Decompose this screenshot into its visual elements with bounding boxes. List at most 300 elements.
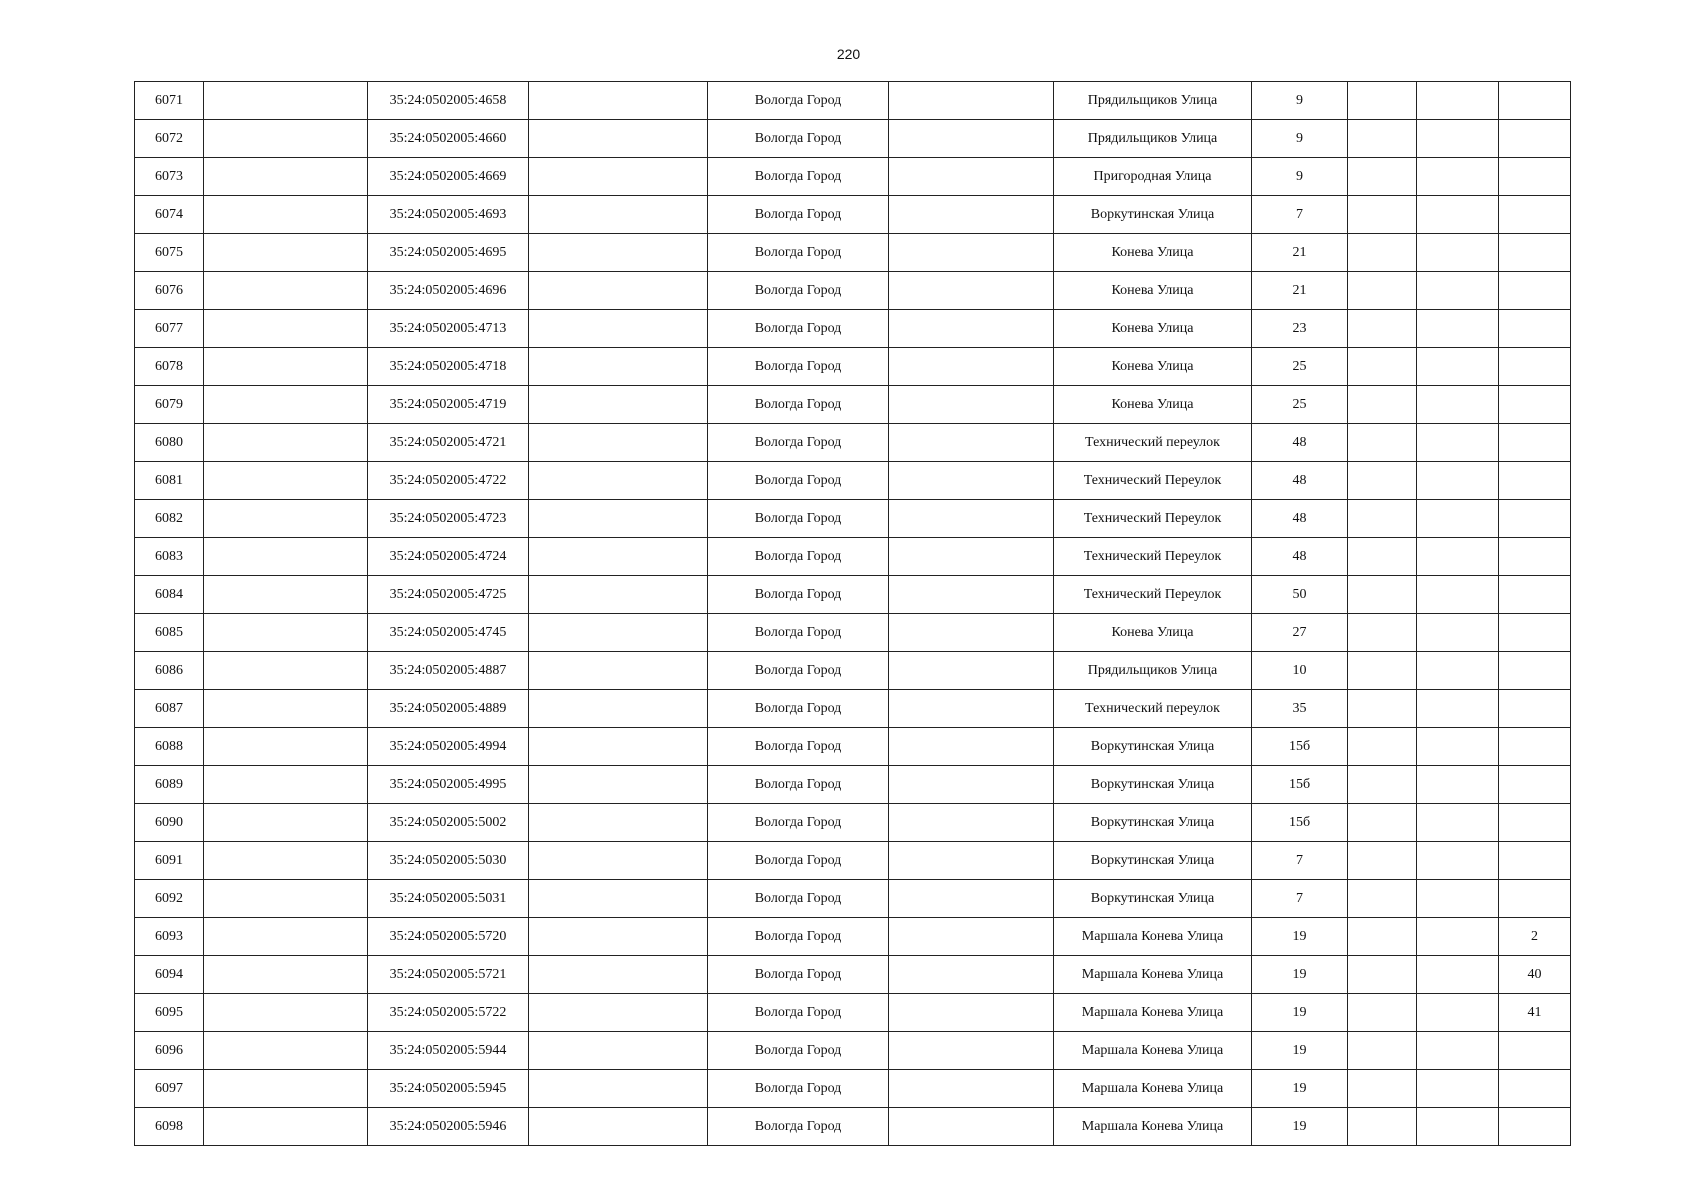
empty-cell bbox=[204, 386, 368, 424]
row-number-cell: 6094 bbox=[135, 956, 204, 994]
apartment-number-cell bbox=[1499, 538, 1571, 576]
apartment-number-cell bbox=[1499, 120, 1571, 158]
empty-cell bbox=[1348, 652, 1417, 690]
street-cell: Маршала Конева Улица bbox=[1054, 956, 1252, 994]
city-cell: Вологда Город bbox=[708, 424, 889, 462]
empty-cell bbox=[204, 728, 368, 766]
house-number-cell: 21 bbox=[1252, 234, 1348, 272]
apartment-number-cell bbox=[1499, 500, 1571, 538]
street-cell: Маршала Конева Улица bbox=[1054, 918, 1252, 956]
table-row bbox=[135, 614, 1571, 652]
apartment-number-cell bbox=[1499, 576, 1571, 614]
city-cell: Вологда Город bbox=[708, 234, 889, 272]
cadastral-number-cell: 35:24:0502005:4658 bbox=[368, 82, 529, 120]
empty-cell bbox=[204, 690, 368, 728]
row-number-cell: 6088 bbox=[135, 728, 204, 766]
empty-cell bbox=[529, 310, 708, 348]
empty-cell bbox=[889, 1108, 1054, 1146]
city-cell: Вологда Город bbox=[708, 766, 889, 804]
empty-cell bbox=[1348, 804, 1417, 842]
row-number-cell: 6078 bbox=[135, 348, 204, 386]
empty-cell bbox=[204, 538, 368, 576]
street-cell: Конева Улица bbox=[1054, 234, 1252, 272]
empty-cell bbox=[1348, 576, 1417, 614]
cadastral-number-cell: 35:24:0502005:4724 bbox=[368, 538, 529, 576]
empty-cell bbox=[889, 310, 1054, 348]
house-number-cell: 23 bbox=[1252, 310, 1348, 348]
table-row bbox=[135, 272, 1571, 310]
house-number-cell: 19 bbox=[1252, 1108, 1348, 1146]
empty-cell bbox=[1348, 82, 1417, 120]
empty-cell bbox=[1348, 158, 1417, 196]
empty-cell bbox=[204, 804, 368, 842]
street-cell: Воркутинская Улица bbox=[1054, 196, 1252, 234]
register-body bbox=[135, 82, 1571, 1146]
street-cell: Прядильщиков Улица bbox=[1054, 120, 1252, 158]
table-row bbox=[135, 196, 1571, 234]
table-row bbox=[135, 386, 1571, 424]
empty-cell bbox=[529, 690, 708, 728]
empty-cell bbox=[529, 1070, 708, 1108]
apartment-number-cell bbox=[1499, 766, 1571, 804]
empty-cell bbox=[889, 614, 1054, 652]
house-number-cell: 48 bbox=[1252, 462, 1348, 500]
empty-cell bbox=[1348, 614, 1417, 652]
city-cell: Вологда Город bbox=[708, 348, 889, 386]
street-cell: Технический переулок bbox=[1054, 424, 1252, 462]
city-cell: Вологда Город bbox=[708, 310, 889, 348]
city-cell: Вологда Город bbox=[708, 538, 889, 576]
street-cell: Конева Улица bbox=[1054, 348, 1252, 386]
empty-cell bbox=[1348, 538, 1417, 576]
empty-cell bbox=[529, 120, 708, 158]
house-number-cell: 48 bbox=[1252, 424, 1348, 462]
empty-cell bbox=[889, 348, 1054, 386]
empty-cell bbox=[204, 880, 368, 918]
cadastral-number-cell: 35:24:0502005:5031 bbox=[368, 880, 529, 918]
house-number-cell: 50 bbox=[1252, 576, 1348, 614]
row-number-cell: 6087 bbox=[135, 690, 204, 728]
empty-cell bbox=[1348, 918, 1417, 956]
row-number-cell: 6090 bbox=[135, 804, 204, 842]
table-row bbox=[135, 766, 1571, 804]
city-cell: Вологда Город bbox=[708, 196, 889, 234]
house-number-cell: 19 bbox=[1252, 994, 1348, 1032]
city-cell: Вологда Город bbox=[708, 918, 889, 956]
table-row bbox=[135, 120, 1571, 158]
empty-cell bbox=[529, 1032, 708, 1070]
cadastral-number-cell: 35:24:0502005:4889 bbox=[368, 690, 529, 728]
city-cell: Вологда Город bbox=[708, 1070, 889, 1108]
empty-cell bbox=[1417, 842, 1499, 880]
cadastral-number-cell: 35:24:0502005:4887 bbox=[368, 652, 529, 690]
empty-cell bbox=[1348, 956, 1417, 994]
table-row bbox=[135, 842, 1571, 880]
cadastral-number-cell: 35:24:0502005:4713 bbox=[368, 310, 529, 348]
apartment-number-cell bbox=[1499, 462, 1571, 500]
empty-cell bbox=[204, 956, 368, 994]
empty-cell bbox=[1417, 196, 1499, 234]
empty-cell bbox=[204, 766, 368, 804]
row-number-cell: 6081 bbox=[135, 462, 204, 500]
empty-cell bbox=[204, 918, 368, 956]
row-number-cell: 6079 bbox=[135, 386, 204, 424]
cadastral-number-cell: 35:24:0502005:5946 bbox=[368, 1108, 529, 1146]
empty-cell bbox=[529, 386, 708, 424]
street-cell: Конева Улица bbox=[1054, 310, 1252, 348]
apartment-number-cell bbox=[1499, 652, 1571, 690]
house-number-cell: 9 bbox=[1252, 158, 1348, 196]
empty-cell bbox=[529, 196, 708, 234]
house-number-cell: 7 bbox=[1252, 196, 1348, 234]
empty-cell bbox=[889, 82, 1054, 120]
empty-cell bbox=[889, 500, 1054, 538]
street-cell: Маршала Конева Улица bbox=[1054, 994, 1252, 1032]
cadastral-number-cell: 35:24:0502005:4695 bbox=[368, 234, 529, 272]
empty-cell bbox=[889, 956, 1054, 994]
empty-cell bbox=[204, 462, 368, 500]
empty-cell bbox=[1348, 424, 1417, 462]
empty-cell bbox=[1417, 766, 1499, 804]
house-number-cell: 10 bbox=[1252, 652, 1348, 690]
row-number-cell: 6073 bbox=[135, 158, 204, 196]
empty-cell bbox=[1417, 386, 1499, 424]
table-row bbox=[135, 1070, 1571, 1108]
empty-cell bbox=[1417, 880, 1499, 918]
street-cell: Маршала Конева Улица bbox=[1054, 1108, 1252, 1146]
cadastral-number-cell: 35:24:0502005:5944 bbox=[368, 1032, 529, 1070]
empty-cell bbox=[529, 234, 708, 272]
empty-cell bbox=[1348, 348, 1417, 386]
empty-cell bbox=[1417, 918, 1499, 956]
apartment-number-cell bbox=[1499, 424, 1571, 462]
house-number-cell: 15б bbox=[1252, 766, 1348, 804]
cadastral-number-cell: 35:24:0502005:5720 bbox=[368, 918, 529, 956]
cadastral-number-cell: 35:24:0502005:4994 bbox=[368, 728, 529, 766]
table-row bbox=[135, 424, 1571, 462]
empty-cell bbox=[529, 424, 708, 462]
street-cell: Пригородная Улица bbox=[1054, 158, 1252, 196]
city-cell: Вологда Город bbox=[708, 880, 889, 918]
empty-cell bbox=[204, 614, 368, 652]
empty-cell bbox=[1348, 196, 1417, 234]
empty-cell bbox=[204, 424, 368, 462]
city-cell: Вологда Город bbox=[708, 576, 889, 614]
empty-cell bbox=[529, 804, 708, 842]
city-cell: Вологда Город bbox=[708, 690, 889, 728]
apartment-number-cell bbox=[1499, 234, 1571, 272]
house-number-cell: 15б bbox=[1252, 804, 1348, 842]
house-number-cell: 19 bbox=[1252, 1032, 1348, 1070]
city-cell: Вологда Город bbox=[708, 994, 889, 1032]
street-cell: Маршала Конева Улица bbox=[1054, 1070, 1252, 1108]
empty-cell bbox=[529, 766, 708, 804]
empty-cell bbox=[889, 728, 1054, 766]
table-row bbox=[135, 652, 1571, 690]
house-number-cell: 7 bbox=[1252, 880, 1348, 918]
empty-cell bbox=[204, 158, 368, 196]
apartment-number-cell bbox=[1499, 386, 1571, 424]
table-row bbox=[135, 348, 1571, 386]
apartment-number-cell bbox=[1499, 196, 1571, 234]
cadastral-number-cell: 35:24:0502005:4669 bbox=[368, 158, 529, 196]
empty-cell bbox=[1417, 424, 1499, 462]
house-number-cell: 48 bbox=[1252, 538, 1348, 576]
apartment-number-cell bbox=[1499, 690, 1571, 728]
city-cell: Вологда Город bbox=[708, 956, 889, 994]
cadastral-number-cell: 35:24:0502005:4722 bbox=[368, 462, 529, 500]
row-number-cell: 6071 bbox=[135, 82, 204, 120]
empty-cell bbox=[1348, 1070, 1417, 1108]
row-number-cell: 6082 bbox=[135, 500, 204, 538]
street-cell: Технический переулок bbox=[1054, 690, 1252, 728]
table-row bbox=[135, 880, 1571, 918]
empty-cell bbox=[529, 956, 708, 994]
table-row bbox=[135, 956, 1571, 994]
city-cell: Вологда Город bbox=[708, 652, 889, 690]
empty-cell bbox=[529, 994, 708, 1032]
table-row bbox=[135, 690, 1571, 728]
empty-cell bbox=[1348, 1032, 1417, 1070]
house-number-cell: 19 bbox=[1252, 1070, 1348, 1108]
apartment-number-cell bbox=[1499, 880, 1571, 918]
row-number-cell: 6093 bbox=[135, 918, 204, 956]
street-cell: Конева Улица bbox=[1054, 386, 1252, 424]
row-number-cell: 6092 bbox=[135, 880, 204, 918]
row-number-cell: 6075 bbox=[135, 234, 204, 272]
cadastral-number-cell: 35:24:0502005:5002 bbox=[368, 804, 529, 842]
empty-cell bbox=[1417, 310, 1499, 348]
table-row bbox=[135, 462, 1571, 500]
cadastral-number-cell: 35:24:0502005:5945 bbox=[368, 1070, 529, 1108]
apartment-number-cell bbox=[1499, 728, 1571, 766]
apartment-number-cell: 41 bbox=[1499, 994, 1571, 1032]
row-number-cell: 6072 bbox=[135, 120, 204, 158]
empty-cell bbox=[889, 880, 1054, 918]
property-register-table bbox=[134, 81, 1571, 1146]
apartment-number-cell bbox=[1499, 1032, 1571, 1070]
row-number-cell: 6097 bbox=[135, 1070, 204, 1108]
empty-cell bbox=[889, 424, 1054, 462]
empty-cell bbox=[204, 576, 368, 614]
house-number-cell: 27 bbox=[1252, 614, 1348, 652]
house-number-cell: 25 bbox=[1252, 386, 1348, 424]
empty-cell bbox=[1417, 728, 1499, 766]
street-cell: Конева Улица bbox=[1054, 614, 1252, 652]
empty-cell bbox=[204, 348, 368, 386]
street-cell: Технический Переулок bbox=[1054, 538, 1252, 576]
empty-cell bbox=[204, 310, 368, 348]
empty-cell bbox=[204, 82, 368, 120]
empty-cell bbox=[204, 234, 368, 272]
empty-cell bbox=[889, 196, 1054, 234]
cadastral-number-cell: 35:24:0502005:4660 bbox=[368, 120, 529, 158]
empty-cell bbox=[204, 1032, 368, 1070]
apartment-number-cell bbox=[1499, 614, 1571, 652]
city-cell: Вологда Город bbox=[708, 462, 889, 500]
empty-cell bbox=[1417, 272, 1499, 310]
empty-cell bbox=[889, 576, 1054, 614]
empty-cell bbox=[1417, 614, 1499, 652]
empty-cell bbox=[529, 538, 708, 576]
house-number-cell: 35 bbox=[1252, 690, 1348, 728]
empty-cell bbox=[1348, 272, 1417, 310]
empty-cell bbox=[529, 614, 708, 652]
house-number-cell: 15б bbox=[1252, 728, 1348, 766]
row-number-cell: 6084 bbox=[135, 576, 204, 614]
table-row bbox=[135, 576, 1571, 614]
empty-cell bbox=[529, 652, 708, 690]
cadastral-number-cell: 35:24:0502005:4745 bbox=[368, 614, 529, 652]
empty-cell bbox=[1348, 728, 1417, 766]
empty-cell bbox=[529, 82, 708, 120]
table-row bbox=[135, 500, 1571, 538]
row-number-cell: 6091 bbox=[135, 842, 204, 880]
empty-cell bbox=[529, 1108, 708, 1146]
empty-cell bbox=[889, 918, 1054, 956]
street-cell: Технический Переулок bbox=[1054, 462, 1252, 500]
empty-cell bbox=[204, 196, 368, 234]
apartment-number-cell: 2 bbox=[1499, 918, 1571, 956]
cadastral-number-cell: 35:24:0502005:5721 bbox=[368, 956, 529, 994]
empty-cell bbox=[889, 386, 1054, 424]
house-number-cell: 25 bbox=[1252, 348, 1348, 386]
empty-cell bbox=[529, 918, 708, 956]
empty-cell bbox=[1417, 538, 1499, 576]
apartment-number-cell: 40 bbox=[1499, 956, 1571, 994]
empty-cell bbox=[1348, 766, 1417, 804]
cadastral-number-cell: 35:24:0502005:4693 bbox=[368, 196, 529, 234]
street-cell: Технический Переулок bbox=[1054, 576, 1252, 614]
empty-cell bbox=[1348, 386, 1417, 424]
street-cell: Воркутинская Улица bbox=[1054, 728, 1252, 766]
table-row bbox=[135, 310, 1571, 348]
empty-cell bbox=[204, 652, 368, 690]
street-cell: Воркутинская Улица bbox=[1054, 766, 1252, 804]
city-cell: Вологда Город bbox=[708, 614, 889, 652]
empty-cell bbox=[1417, 500, 1499, 538]
empty-cell bbox=[1348, 994, 1417, 1032]
table-row bbox=[135, 538, 1571, 576]
city-cell: Вологда Город bbox=[708, 500, 889, 538]
row-number-cell: 6098 bbox=[135, 1108, 204, 1146]
empty-cell bbox=[1348, 1108, 1417, 1146]
city-cell: Вологда Город bbox=[708, 1032, 889, 1070]
row-number-cell: 6095 bbox=[135, 994, 204, 1032]
house-number-cell: 9 bbox=[1252, 120, 1348, 158]
house-number-cell: 9 bbox=[1252, 82, 1348, 120]
empty-cell bbox=[889, 994, 1054, 1032]
empty-cell bbox=[204, 842, 368, 880]
cadastral-number-cell: 35:24:0502005:4718 bbox=[368, 348, 529, 386]
apartment-number-cell bbox=[1499, 82, 1571, 120]
empty-cell bbox=[529, 842, 708, 880]
row-number-cell: 6076 bbox=[135, 272, 204, 310]
empty-cell bbox=[529, 272, 708, 310]
street-cell: Воркутинская Улица bbox=[1054, 842, 1252, 880]
house-number-cell: 19 bbox=[1252, 956, 1348, 994]
page-number: 220 bbox=[836, 46, 861, 62]
empty-cell bbox=[204, 994, 368, 1032]
empty-cell bbox=[529, 576, 708, 614]
empty-cell bbox=[1417, 1070, 1499, 1108]
empty-cell bbox=[204, 120, 368, 158]
table-row bbox=[135, 728, 1571, 766]
table-row bbox=[135, 918, 1571, 956]
empty-cell bbox=[889, 234, 1054, 272]
street-cell: Воркутинская Улица bbox=[1054, 804, 1252, 842]
city-cell: Вологда Город bbox=[708, 386, 889, 424]
empty-cell bbox=[1348, 310, 1417, 348]
table-row bbox=[135, 804, 1571, 842]
empty-cell bbox=[889, 272, 1054, 310]
empty-cell bbox=[1417, 652, 1499, 690]
empty-cell bbox=[889, 842, 1054, 880]
empty-cell bbox=[889, 158, 1054, 196]
table-row bbox=[135, 234, 1571, 272]
row-number-cell: 6077 bbox=[135, 310, 204, 348]
apartment-number-cell bbox=[1499, 158, 1571, 196]
row-number-cell: 6089 bbox=[135, 766, 204, 804]
house-number-cell: 48 bbox=[1252, 500, 1348, 538]
empty-cell bbox=[1417, 576, 1499, 614]
apartment-number-cell bbox=[1499, 348, 1571, 386]
apartment-number-cell bbox=[1499, 1070, 1571, 1108]
empty-cell bbox=[1417, 1108, 1499, 1146]
empty-cell bbox=[204, 272, 368, 310]
empty-cell bbox=[1417, 158, 1499, 196]
city-cell: Вологда Город bbox=[708, 842, 889, 880]
empty-cell bbox=[1417, 804, 1499, 842]
city-cell: Вологда Город bbox=[708, 728, 889, 766]
apartment-number-cell bbox=[1499, 804, 1571, 842]
city-cell: Вологда Город bbox=[708, 1108, 889, 1146]
empty-cell bbox=[204, 1108, 368, 1146]
empty-cell bbox=[889, 804, 1054, 842]
cadastral-number-cell: 35:24:0502005:4723 bbox=[368, 500, 529, 538]
empty-cell bbox=[1417, 690, 1499, 728]
empty-cell bbox=[889, 690, 1054, 728]
row-number-cell: 6074 bbox=[135, 196, 204, 234]
empty-cell bbox=[889, 1070, 1054, 1108]
cadastral-number-cell: 35:24:0502005:4995 bbox=[368, 766, 529, 804]
empty-cell bbox=[204, 1070, 368, 1108]
empty-cell bbox=[889, 462, 1054, 500]
empty-cell bbox=[889, 1032, 1054, 1070]
empty-cell bbox=[529, 348, 708, 386]
city-cell: Вологда Город bbox=[708, 82, 889, 120]
row-number-cell: 6096 bbox=[135, 1032, 204, 1070]
empty-cell bbox=[1417, 462, 1499, 500]
cadastral-number-cell: 35:24:0502005:5030 bbox=[368, 842, 529, 880]
city-cell: Вологда Город bbox=[708, 120, 889, 158]
apartment-number-cell bbox=[1499, 842, 1571, 880]
empty-cell bbox=[1348, 462, 1417, 500]
street-cell: Конева Улица bbox=[1054, 272, 1252, 310]
table-row bbox=[135, 158, 1571, 196]
table-row bbox=[135, 994, 1571, 1032]
empty-cell bbox=[529, 500, 708, 538]
cadastral-number-cell: 35:24:0502005:4696 bbox=[368, 272, 529, 310]
street-cell: Прядильщиков Улица bbox=[1054, 652, 1252, 690]
empty-cell bbox=[889, 120, 1054, 158]
table-row bbox=[135, 82, 1571, 120]
apartment-number-cell bbox=[1499, 272, 1571, 310]
empty-cell bbox=[1417, 994, 1499, 1032]
empty-cell bbox=[1417, 348, 1499, 386]
row-number-cell: 6080 bbox=[135, 424, 204, 462]
row-number-cell: 6086 bbox=[135, 652, 204, 690]
